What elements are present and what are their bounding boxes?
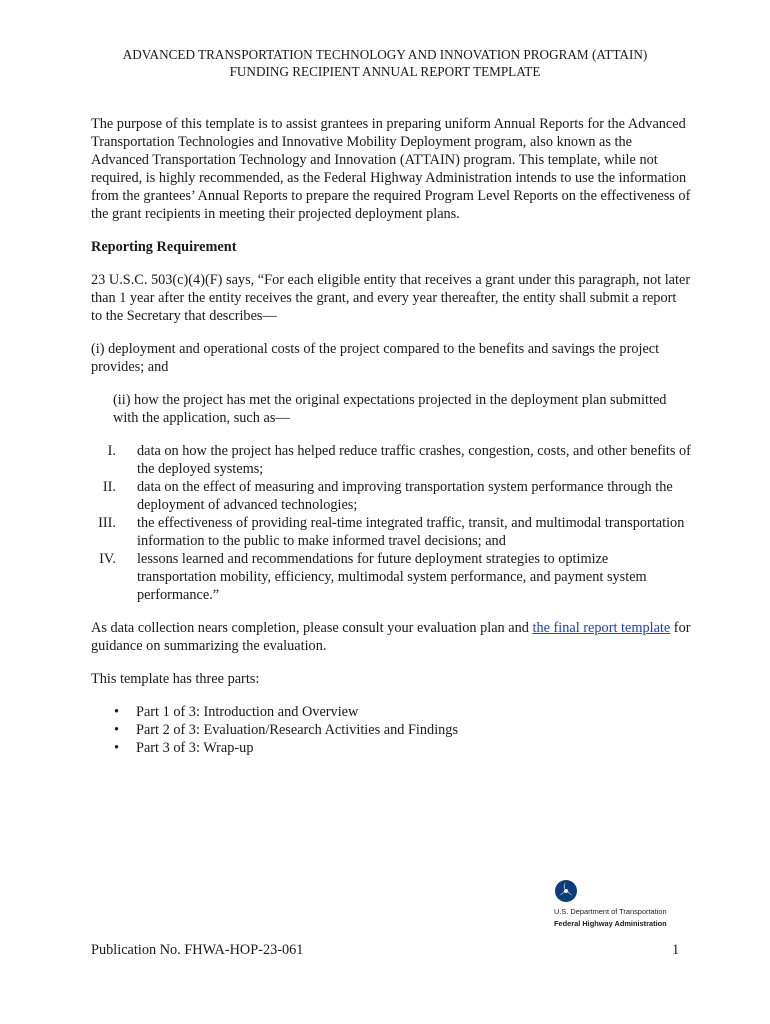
list-item-text: lessons learned and recommendations for future deployment strategies to optimize transportation mobility, efficiency, multimodal system performance, and payment system performance.” [137,551,647,603]
page-number: 1 [672,942,680,958]
document-header [0,46,770,80]
list-item-text: Part 2 of 3: Evaluation/Research Activities and Findings [136,722,459,738]
bullet-icon: • [113,704,119,720]
list-item [91,721,691,739]
logo-administration-text: Federal Highway Administration [554,919,667,928]
list-item-text: Part 3 of 3: Wrap-up [136,740,254,756]
item-i-paragraph: (i) deployment and operational costs of the project compared to the benefits and savings the project provides; and [91,341,660,375]
bullet-icon: • [113,722,119,738]
guidance-text-before: As data collection nears completion, please consult your evaluation plan and [91,620,533,636]
roman-numeral-list [91,442,691,604]
list-item-text: Part 1 of 3: Introduction and Overview [136,704,359,720]
list-item-number: I. [107,443,116,459]
publication-number: Publication No. FHWA-HOP-23-061 [91,942,304,958]
statute-paragraph: 23 U.S.C. 503(c)(4)(F) says, “For each eligible entity that receives a grant under this paragraph, not later than 1 year after the entity receives the grant, and every year thereafter, the entity shall submit a report to the Secretary that describes— [91,272,691,324]
usdot-triskelion-icon [554,879,578,903]
list-item-number: III. [98,515,116,531]
list-item [91,703,691,721]
list-item-text: data on how the project has helped reduce traffic crashes, congestion, costs, and other benefits of the deployed systems; [137,443,691,477]
list-item-number: IV. [99,551,116,567]
list-item [91,550,691,604]
reporting-requirement-heading: Reporting Requirement [91,239,237,255]
list-item [91,442,691,478]
intro-paragraph: The purpose of this template is to assist grantees in preparing uniform Annual Reports for the Advanced Transportation Technologies and Innovative Mobility Deployment program, also known as the Advanced Transportation Technology and Innovation (ATTAIN) program. This template, while not required, is highly recommended, as the Federal Highway Administration intends to use the information from the grantees’ Annual Reports to prepare the required Program Level Reports on the effectiveness of the grant recipients in meeting their projected deployment plans. [91,116,691,222]
header-program-title: ADVANCED TRANSPORTATION TECHNOLOGY AND INNOVATION PROGRAM (ATTAIN) [122,47,648,62]
final-report-template-link[interactable]: the final report template [532,620,671,636]
usdot-fhwa-logo [554,879,684,931]
parts-list [91,703,691,757]
item-ii-paragraph: (ii) how the project has met the original expectations projected in the deployment plan submitted with the application, such as— [113,392,667,426]
list-item-text: data on the effect of measuring and improving transportation system performance through the deployment of advanced technologies; [137,479,673,513]
list-item-number: II. [102,479,116,495]
guidance-text-after: for guidance on summarizing the evaluation. [91,620,691,654]
parts-intro: This template has three parts: [91,671,260,687]
document-body [91,115,691,757]
bullet-icon: • [113,740,119,756]
list-item [91,514,691,550]
list-item [91,739,691,757]
logo-department-text: U.S. Department of Transportation [554,907,667,916]
guidance-paragraph [91,619,691,655]
list-item-text: the effectiveness of providing real-time integrated traffic, transit, and multimodal transportation information to the public to make informed travel decisions; and [137,515,685,549]
list-item [91,478,691,514]
header-template-title: FUNDING RECIPIENT ANNUAL REPORT TEMPLATE [229,64,541,79]
